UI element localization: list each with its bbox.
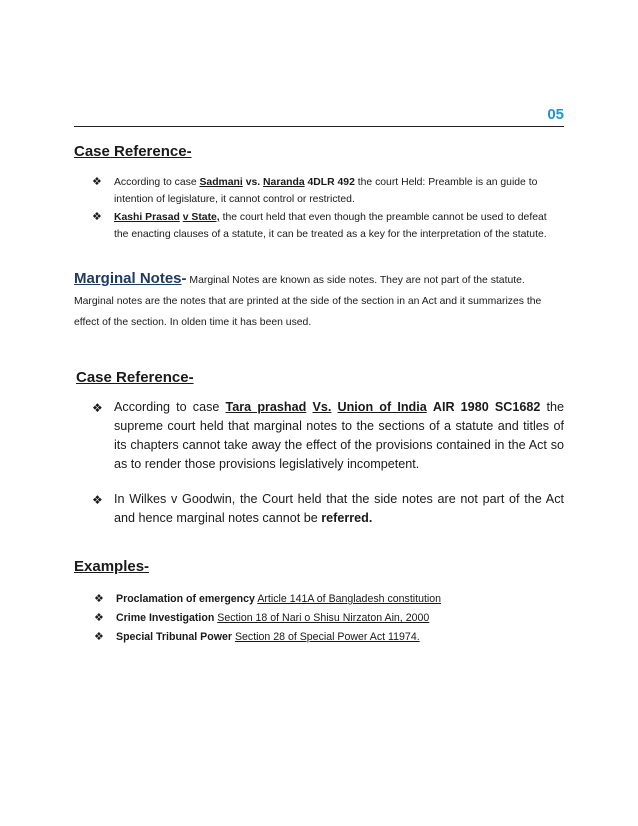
examples-list <box>94 590 554 647</box>
case-party: Union of India <box>337 400 427 414</box>
item-text: the court Held: Preamble is an guide to intention of legislature, it cannot control or restricted. <box>114 177 538 205</box>
marginal-notes-text: Marginal Notes are known as side notes. They are not part of the statute. Marginal notes are the notes that are printed at the side of the section in an Act and it summarizes the effect of the section. In olden time it has been used. <box>74 275 542 328</box>
marginal-notes-dash: - <box>181 270 187 287</box>
examples-heading: Examples- <box>74 558 150 575</box>
case-party: Sadmani <box>199 177 243 188</box>
example-label: Crime Investigation <box>116 612 215 624</box>
case-citation: 4DLR 492 <box>307 177 355 188</box>
diamond-bullet-icon: ❖ <box>92 211 102 223</box>
item-text: In Wilkes v Goodwin, the Court held that the side notes are not part of the Act and hence marginal notes cannot be <box>114 492 564 525</box>
list-item <box>92 398 564 474</box>
case-versus: vs. <box>245 177 261 188</box>
emphasis-text: referred. <box>321 511 373 525</box>
case-versus: Vs. <box>312 400 332 414</box>
case-reference-list-2 <box>92 398 564 528</box>
item-text: According to case <box>114 177 200 188</box>
case-reference-list-1 <box>92 174 562 244</box>
item-text: the court held that even though the preamble cannot be used to defeat the enacting clauses of a statute, it can be treated as a key for the interpretation of the statute. <box>114 212 547 240</box>
page-number: 05 <box>547 106 564 123</box>
diamond-bullet-icon: ❖ <box>94 593 104 605</box>
case-reference-heading-1: Case Reference- <box>74 143 192 160</box>
list-item <box>92 209 562 243</box>
marginal-notes-title: Marginal Notes <box>74 270 182 287</box>
example-reference: Section 28 of Special Power Act 11974. <box>234 631 420 643</box>
diamond-bullet-icon: ❖ <box>92 176 102 188</box>
diamond-bullet-icon: ❖ <box>92 493 103 507</box>
case-party: v State, <box>182 212 220 223</box>
list-item <box>94 628 554 647</box>
case-party: Kashi Prasad <box>114 212 180 223</box>
list-item <box>94 590 554 609</box>
example-label: Special Tribunal Power <box>116 631 232 643</box>
item-text: the supreme court held that marginal notes to the sections of a statute and titles of its chapters cannot take away the effect of the provisions contained in the Act so as to render those provisions legislatively incompetent. <box>114 400 564 471</box>
case-citation: AIR 1980 SC1682 <box>432 400 541 414</box>
diamond-bullet-icon: ❖ <box>94 631 104 643</box>
list-item <box>92 490 564 528</box>
item-text: According to case <box>114 400 226 414</box>
case-party: Naranda <box>263 177 305 188</box>
case-reference-heading-2: Case Reference- <box>76 369 194 386</box>
example-label: Proclamation of emergency <box>116 593 255 605</box>
marginal-notes-paragraph <box>74 268 564 333</box>
header-rule <box>74 126 564 127</box>
case-party: Tara prashad <box>225 400 307 414</box>
list-item <box>94 609 554 628</box>
example-reference: Article 141A of Bangladesh constitution <box>257 593 442 605</box>
list-item <box>92 174 562 208</box>
diamond-bullet-icon: ❖ <box>94 612 104 624</box>
diamond-bullet-icon: ❖ <box>92 401 103 415</box>
example-reference: Section 18 of Nari o Shisu Nirzaton Ain, 2000 <box>217 612 430 624</box>
